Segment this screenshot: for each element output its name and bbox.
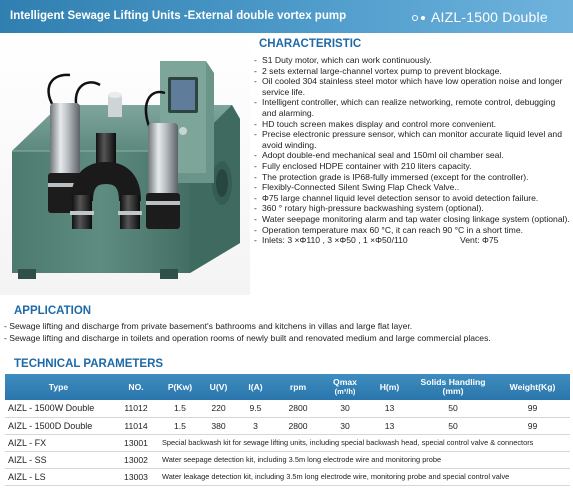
characteristic-title: CHARACTERISTIC	[259, 38, 362, 50]
list-item-inlets-vent	[253, 235, 571, 246]
header-type: Type	[5, 374, 112, 400]
list-item: - Sewage lifting and discharge in toilets and operation rooms of newly built and renovated medium and large commercial places.	[4, 333, 491, 343]
list-item: - Fully enclosed HDPE container with 210 liters capacity.	[253, 161, 571, 172]
list-item: - Sewage lifting and discharge from private basement's bathrooms and kitchens in villas and large flat layer.	[4, 321, 413, 331]
application-title: APPLICATION	[14, 305, 92, 317]
list-item: - Oil cooled 304 stainless steel motor which have low operation noise and longer service life.	[253, 76, 571, 97]
table-row: AIZL - LS 13003 Water leakage detection kit, including 3.5m long electrode wire, monitoring probe and special control valve	[5, 468, 570, 485]
sewage-unit-illustration	[0, 33, 250, 295]
table-header-row	[5, 374, 570, 400]
list-item: - Precise electronic pressure sensor, which can monitor accurate liquid level and avoid winding.	[253, 129, 571, 150]
list-item: - Intelligent controller, which can realize networking, remote control, debugging and alarming.	[253, 97, 571, 118]
header-solids: Solids Handling (mm)	[411, 374, 495, 400]
header-power: P(Kw)	[160, 374, 200, 400]
table-row: AIZL - SS 13002 Water seepage detection kit, including 3.5m long electrode wire and monitoring probe	[5, 451, 570, 468]
list-item: - 2 sets external large-channel vortex pump to prevent blockage.	[253, 66, 571, 77]
list-item: - Φ75 large channel liquid level detection sensor to avoid detection failure.	[253, 193, 571, 204]
header-model: AIZL-1500 Double	[431, 9, 548, 25]
list-item: - HD touch screen makes display and control more convenient.	[253, 119, 571, 130]
inlets-text: - Inlets: 3 ×Φ110 , 3 ×Φ50 , 1 ×Φ50/110	[262, 235, 408, 246]
application-list	[4, 320, 572, 344]
list-item: - The protection grade is IP68-fully immersed (except for the controller).	[253, 172, 571, 183]
list-item: - S1 Duty motor, which can work continuously.	[253, 55, 571, 66]
list-item: - 360 ° rotary high-pressure backwashing system (optional).	[253, 203, 571, 214]
technical-title: TECHNICAL PARAMETERS	[14, 358, 164, 370]
header-weight: Weight(Kg)	[495, 374, 570, 400]
header-no: NO.	[112, 374, 160, 400]
table-row: AIZL - 1500D Double 11014 1.5 380 3 2800 30 13 50 99	[5, 417, 570, 434]
vent-text: Vent: Φ75	[460, 235, 499, 246]
list-item: - Flexibly-Connected Silent Swing Flap Check Valve..	[253, 182, 571, 193]
header-voltage: U(V)	[200, 374, 237, 400]
characteristic-list	[253, 55, 571, 246]
list-item: - Adopt double-end mechanical seal and 150ml oil chamber seal.	[253, 150, 571, 161]
header-dots-icon	[412, 15, 425, 21]
list-item: - Water seepage monitoring alarm and tap water closing linkage system (optional).	[253, 214, 571, 225]
list-item: - Operation temperature max 60 °C, it can reach 90 °C in a short time.	[253, 225, 571, 236]
header-head: H(m)	[368, 374, 411, 400]
product-photo	[0, 33, 250, 295]
technical-parameters-table	[5, 374, 570, 486]
header-current: I(A)	[237, 374, 274, 400]
table-row: AIZL - FX 13001 Special backwash kit for sewage lifting units, including special backwash head, special control valve & connectors	[5, 434, 570, 451]
header-title: Intelligent Sewage Lifting Units -External double vortex pump	[10, 10, 347, 22]
table-row: AIZL - 1500W Double 11012 1.5 220 9.5 2800 30 13 50 99	[5, 400, 570, 417]
header-rpm: rpm	[274, 374, 322, 400]
header-banner	[0, 0, 573, 33]
header-qmax: Qmax (m³/h)	[322, 374, 368, 400]
